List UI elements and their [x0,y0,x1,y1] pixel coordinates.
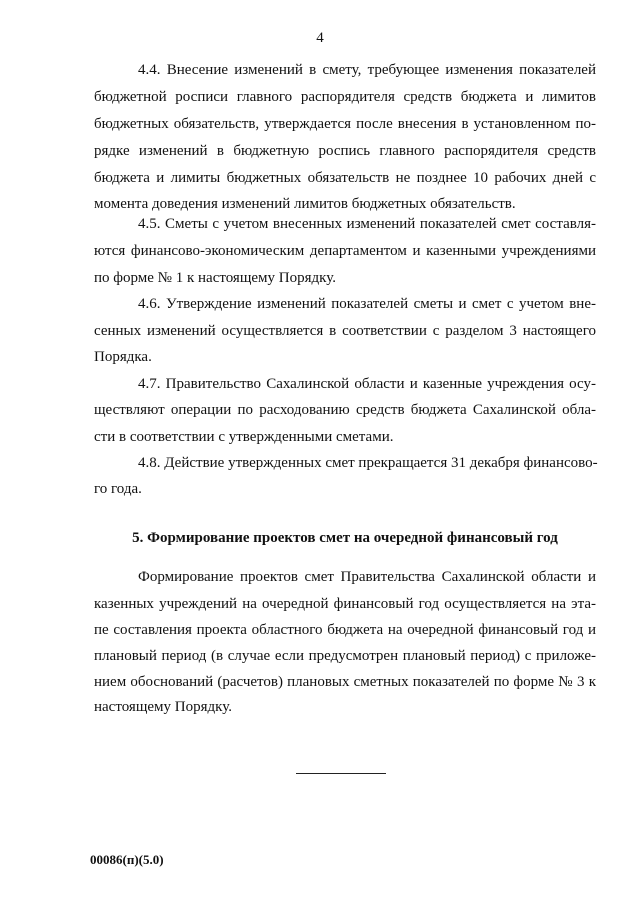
text-line: сенных изменений осуществляется в соответствии с разделом 3 настоящего [94,323,596,339]
text-line: бюджетной росписи главного распорядителя средств бюджета и лимитов [94,89,596,105]
text-line: го года. [94,481,142,497]
text-line: бюджетных обязательств, утверждается после внесения в установленном по- [94,116,596,132]
text-line: 4.4. Внесение изменений в смету, требующее изменения показателей [138,62,596,78]
text-line: Формирование проектов смет Правительства Сахалинской области и [138,569,596,585]
text-line: сти в соответствии с утвержденными сметами. [94,429,394,445]
text-line: Порядка. [94,349,152,365]
text-line: 4.8. Действие утвержденных смет прекращается 31 декабря финансово- [138,455,598,471]
text-line: момента доведения изменений лимитов бюджетных обязательств. [94,196,516,212]
text-line: казенных учреждений на очередной финансовый год осуществляется на эта- [94,596,596,612]
text-line: бюджета и лимиты бюджетных обязательств не позднее 10 рабочих дней с [94,170,596,186]
closing-rule [296,773,386,774]
text-line: плановый период (в случае если предусмотрен плановый период) с приложе- [94,648,596,664]
text-line: рядке изменений в бюджетную роспись главного распорядителя средств [94,143,596,159]
text-line: пе составления проекта областного бюджета на очередной финансовый год и [94,622,596,638]
text-line: 4.7. Правительство Сахалинской области и казенные учреждения осу- [138,376,596,392]
section-heading: 5. Формирование проектов смет на очередной финансовый год [132,530,558,546]
text-line: 4.5. Сметы с учетом внесенных изменений показателей смет составля- [138,216,596,232]
text-line: ществляют операции по расходованию средств бюджета Сахалинской обла- [94,402,596,418]
text-line: настоящему Порядку. [94,699,232,715]
text-line: по форме № 1 к настоящему Порядку. [94,270,336,286]
page-number: 4 [316,30,324,46]
document-code: 00086(п)(5.0) [90,852,164,867]
text-line: ются финансово-экономическим департаментом и казенными учреждениями [94,243,596,259]
text-line: 4.6. Утверждение изменений показателей сметы и смет с учетом вне- [138,296,596,312]
text-line: нием обоснований (расчетов) плановых сметных показателей по форме № 3 к [94,674,596,690]
